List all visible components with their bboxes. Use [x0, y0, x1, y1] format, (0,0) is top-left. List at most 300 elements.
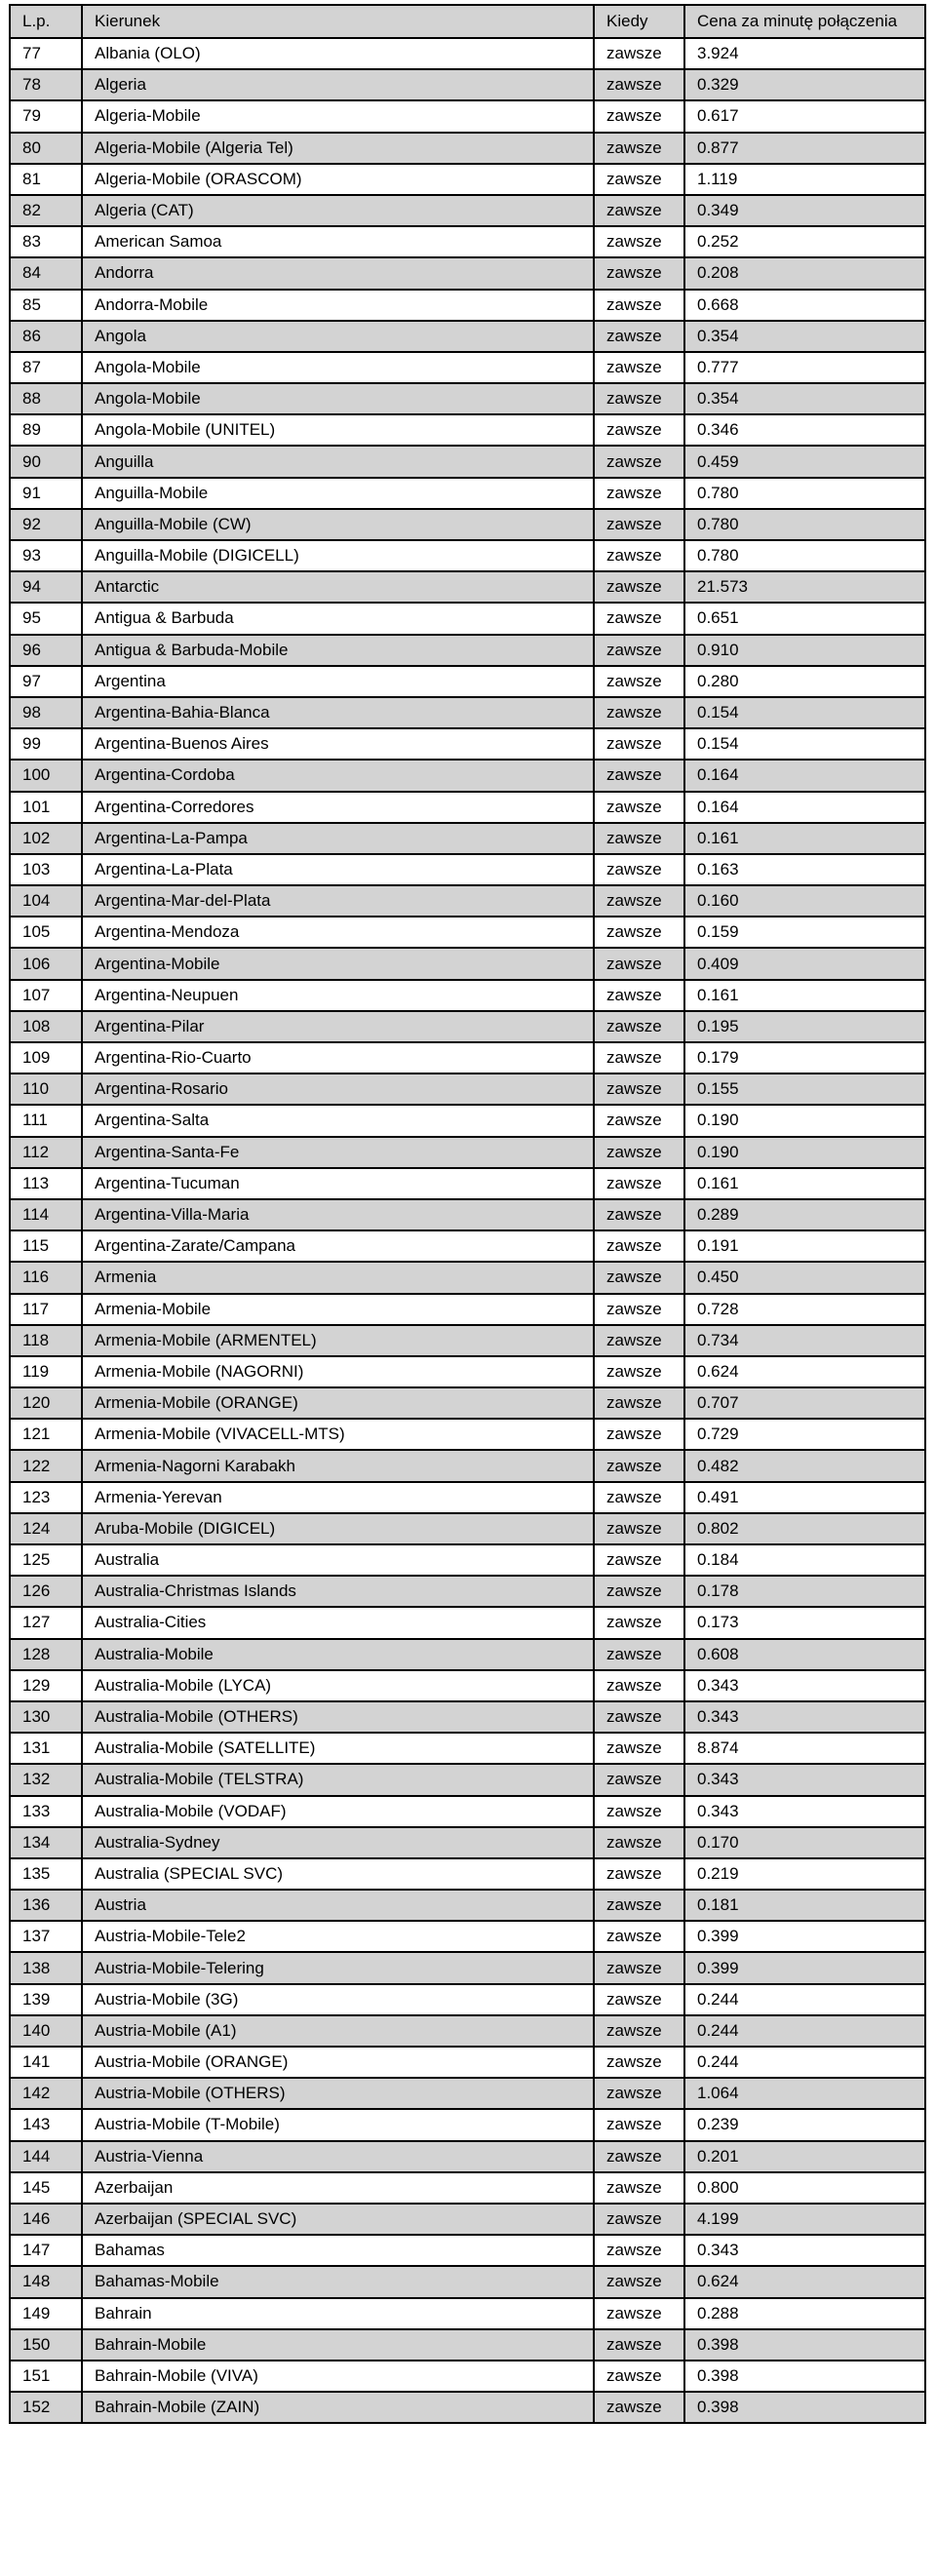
row-when-cell: zawsze	[594, 1639, 684, 1670]
row-lp-cell: 125	[10, 1544, 82, 1576]
row-when-cell: zawsze	[594, 1607, 684, 1638]
row-when-cell: zawsze	[594, 1984, 684, 2015]
table-row	[10, 854, 925, 885]
table-row	[10, 697, 925, 728]
row-when-cell: zawsze	[594, 980, 684, 1011]
row-when-cell: zawsze	[594, 414, 684, 446]
row-price-cell: 0.244	[684, 1984, 925, 2015]
row-direction-cell: Argentina-Tucuman	[82, 1168, 594, 1199]
row-price-cell: 0.877	[684, 133, 925, 164]
row-price-cell: 0.155	[684, 1073, 925, 1105]
row-direction-cell: Armenia-Mobile (ARMENTEL)	[82, 1325, 594, 1356]
row-lp-cell: 106	[10, 948, 82, 979]
row-lp-cell: 101	[10, 792, 82, 823]
row-direction-cell: Austria-Vienna	[82, 2141, 594, 2172]
table-row	[10, 2172, 925, 2204]
row-price-cell: 0.780	[684, 509, 925, 540]
table-row	[10, 1858, 925, 1890]
row-when-cell: zawsze	[594, 2329, 684, 2361]
table-row	[10, 760, 925, 791]
row-price-cell: 3.924	[684, 38, 925, 69]
row-direction-cell: Bahamas-Mobile	[82, 2266, 594, 2297]
row-price-cell: 0.343	[684, 1701, 925, 1733]
row-price-cell: 1.119	[684, 164, 925, 195]
row-direction-cell: Armenia-Yerevan	[82, 1482, 594, 1513]
row-price-cell: 1.064	[684, 2078, 925, 2109]
table-row	[10, 383, 925, 414]
row-when-cell: zawsze	[594, 2392, 684, 2423]
row-direction-cell: Albania (OLO)	[82, 38, 594, 69]
row-price-cell: 0.289	[684, 1199, 925, 1230]
row-when-cell: zawsze	[594, 823, 684, 854]
row-when-cell: zawsze	[594, 509, 684, 540]
row-lp-cell: 88	[10, 383, 82, 414]
row-price-cell: 0.728	[684, 1294, 925, 1325]
table-header	[10, 5, 925, 38]
row-direction-cell: Argentina-Zarate/Campana	[82, 1230, 594, 1262]
row-price-cell: 0.179	[684, 1042, 925, 1073]
row-lp-cell: 111	[10, 1105, 82, 1136]
row-lp-cell: 133	[10, 1796, 82, 1827]
table-row	[10, 509, 925, 540]
row-when-cell: zawsze	[594, 1262, 684, 1293]
row-lp-cell: 119	[10, 1356, 82, 1387]
row-when-cell: zawsze	[594, 2235, 684, 2266]
row-when-cell: zawsze	[594, 164, 684, 195]
row-price-cell: 0.173	[684, 1607, 925, 1638]
row-lp-cell: 148	[10, 2266, 82, 2297]
row-price-cell: 0.651	[684, 603, 925, 634]
row-lp-cell: 84	[10, 257, 82, 289]
row-direction-cell: Austria-Mobile-Telering	[82, 1952, 594, 1983]
header-lp: L.p.	[10, 5, 82, 38]
row-when-cell: zawsze	[594, 2015, 684, 2047]
table-row	[10, 635, 925, 666]
table-row	[10, 885, 925, 917]
row-direction-cell: Australia-Mobile (VODAF)	[82, 1796, 594, 1827]
row-direction-cell: Argentina-Villa-Maria	[82, 1199, 594, 1230]
row-when-cell: zawsze	[594, 446, 684, 477]
row-price-cell: 0.219	[684, 1858, 925, 1890]
row-lp-cell: 117	[10, 1294, 82, 1325]
row-lp-cell: 151	[10, 2361, 82, 2392]
row-when-cell: zawsze	[594, 2204, 684, 2235]
row-when-cell: zawsze	[594, 697, 684, 728]
row-lp-cell: 142	[10, 2078, 82, 2109]
row-price-cell: 0.161	[684, 980, 925, 1011]
row-lp-cell: 99	[10, 728, 82, 760]
row-when-cell: zawsze	[594, 1482, 684, 1513]
row-when-cell: zawsze	[594, 226, 684, 257]
row-price-cell: 0.346	[684, 414, 925, 446]
row-lp-cell: 102	[10, 823, 82, 854]
row-direction-cell: Australia	[82, 1544, 594, 1576]
row-direction-cell: Algeria-Mobile (Algeria Tel)	[82, 133, 594, 164]
row-when-cell: zawsze	[594, 635, 684, 666]
row-lp-cell: 109	[10, 1042, 82, 1073]
row-direction-cell: Argentina-Cordoba	[82, 760, 594, 791]
table-row	[10, 1137, 925, 1168]
row-direction-cell: Bahrain-Mobile	[82, 2329, 594, 2361]
row-lp-cell: 126	[10, 1576, 82, 1607]
row-when-cell: zawsze	[594, 1105, 684, 1136]
row-direction-cell: Armenia	[82, 1262, 594, 1293]
row-when-cell: zawsze	[594, 571, 684, 603]
row-price-cell: 0.734	[684, 1325, 925, 1356]
row-lp-cell: 128	[10, 1639, 82, 1670]
row-when-cell: zawsze	[594, 2172, 684, 2204]
row-price-cell: 0.190	[684, 1105, 925, 1136]
row-price-cell: 0.343	[684, 1764, 925, 1795]
row-direction-cell: Angola-Mobile	[82, 352, 594, 383]
row-price-cell: 0.161	[684, 823, 925, 854]
table-row	[10, 1544, 925, 1576]
row-when-cell: zawsze	[594, 1450, 684, 1481]
row-price-cell: 0.161	[684, 1168, 925, 1199]
row-lp-cell: 118	[10, 1325, 82, 1356]
row-when-cell: zawsze	[594, 1168, 684, 1199]
row-price-cell: 0.190	[684, 1137, 925, 1168]
row-lp-cell: 115	[10, 1230, 82, 1262]
row-lp-cell: 149	[10, 2298, 82, 2329]
row-lp-cell: 93	[10, 540, 82, 571]
row-price-cell: 0.482	[684, 1450, 925, 1481]
row-lp-cell: 80	[10, 133, 82, 164]
row-direction-cell: Australia-Mobile (SATELLITE)	[82, 1733, 594, 1764]
row-price-cell: 0.617	[684, 100, 925, 132]
row-lp-cell: 89	[10, 414, 82, 446]
row-price-cell: 0.800	[684, 2172, 925, 2204]
row-lp-cell: 81	[10, 164, 82, 195]
row-direction-cell: Armenia-Mobile (ORANGE)	[82, 1387, 594, 1419]
row-when-cell: zawsze	[594, 1858, 684, 1890]
row-when-cell: zawsze	[594, 603, 684, 634]
row-lp-cell: 83	[10, 226, 82, 257]
row-lp-cell: 97	[10, 666, 82, 697]
table-row	[10, 133, 925, 164]
table-row	[10, 1419, 925, 1450]
row-lp-cell: 152	[10, 2392, 82, 2423]
header-price: Cena za minutę połączenia	[684, 5, 925, 38]
row-price-cell: 0.280	[684, 666, 925, 697]
row-direction-cell: Austria-Mobile (ORANGE)	[82, 2047, 594, 2078]
table-row	[10, 1639, 925, 1670]
row-when-cell: zawsze	[594, 383, 684, 414]
table-row	[10, 1450, 925, 1481]
table-row	[10, 2141, 925, 2172]
row-price-cell: 0.178	[684, 1576, 925, 1607]
row-direction-cell: Argentina-Pilar	[82, 1011, 594, 1042]
table-row	[10, 603, 925, 634]
row-when-cell: zawsze	[594, 1513, 684, 1544]
row-direction-cell: Australia-Sydney	[82, 1827, 594, 1858]
row-when-cell: zawsze	[594, 1325, 684, 1356]
row-price-cell: 0.195	[684, 1011, 925, 1042]
row-direction-cell: Austria-Mobile (3G)	[82, 1984, 594, 2015]
row-direction-cell: Angola-Mobile	[82, 383, 594, 414]
row-lp-cell: 136	[10, 1890, 82, 1921]
row-price-cell: 0.154	[684, 728, 925, 760]
table-row	[10, 321, 925, 352]
table-row	[10, 1230, 925, 1262]
table-body	[10, 38, 925, 2423]
row-price-cell: 0.181	[684, 1890, 925, 1921]
row-lp-cell: 90	[10, 446, 82, 477]
table-row	[10, 1294, 925, 1325]
row-when-cell: zawsze	[594, 1921, 684, 1952]
row-when-cell: zawsze	[594, 1419, 684, 1450]
row-price-cell: 0.343	[684, 1670, 925, 1701]
row-price-cell: 0.244	[684, 2015, 925, 2047]
row-when-cell: zawsze	[594, 1544, 684, 1576]
row-price-cell: 0.170	[684, 1827, 925, 1858]
row-direction-cell: Antigua & Barbuda	[82, 603, 594, 634]
row-direction-cell: Australia-Mobile (OTHERS)	[82, 1701, 594, 1733]
rates-table	[9, 4, 926, 2424]
table-row	[10, 2204, 925, 2235]
row-price-cell: 0.491	[684, 1482, 925, 1513]
table-row	[10, 1607, 925, 1638]
row-lp-cell: 85	[10, 290, 82, 321]
row-lp-cell: 140	[10, 2015, 82, 2047]
table-row	[10, 1827, 925, 1858]
row-price-cell: 0.329	[684, 69, 925, 100]
table-row	[10, 2078, 925, 2109]
row-price-cell: 0.354	[684, 321, 925, 352]
row-direction-cell: Anguilla-Mobile	[82, 478, 594, 509]
row-direction-cell: Algeria-Mobile	[82, 100, 594, 132]
row-price-cell: 0.154	[684, 697, 925, 728]
row-direction-cell: Armenia-Mobile (VIVACELL-MTS)	[82, 1419, 594, 1450]
table-row	[10, 1073, 925, 1105]
row-when-cell: zawsze	[594, 1011, 684, 1042]
row-price-cell: 0.398	[684, 2361, 925, 2392]
row-direction-cell: Argentina-Neupuen	[82, 980, 594, 1011]
row-price-cell: 0.191	[684, 1230, 925, 1262]
row-price-cell: 0.252	[684, 226, 925, 257]
row-when-cell: zawsze	[594, 854, 684, 885]
row-direction-cell: Armenia-Mobile (NAGORNI)	[82, 1356, 594, 1387]
row-price-cell: 4.199	[684, 2204, 925, 2235]
row-price-cell: 0.802	[684, 1513, 925, 1544]
row-when-cell: zawsze	[594, 1796, 684, 1827]
row-price-cell: 0.159	[684, 917, 925, 948]
row-price-cell: 0.398	[684, 2392, 925, 2423]
table-row	[10, 980, 925, 1011]
row-lp-cell: 124	[10, 1513, 82, 1544]
table-row	[10, 195, 925, 226]
row-lp-cell: 98	[10, 697, 82, 728]
row-direction-cell: American Samoa	[82, 226, 594, 257]
row-direction-cell: Argentina-Corredores	[82, 792, 594, 823]
row-lp-cell: 82	[10, 195, 82, 226]
row-direction-cell: Argentina-Salta	[82, 1105, 594, 1136]
row-direction-cell: Australia-Mobile (TELSTRA)	[82, 1764, 594, 1795]
table-row	[10, 446, 925, 477]
row-direction-cell: Algeria (CAT)	[82, 195, 594, 226]
row-price-cell: 8.874	[684, 1733, 925, 1764]
row-direction-cell: Australia (SPECIAL SVC)	[82, 1858, 594, 1890]
table-row	[10, 1984, 925, 2015]
table-row	[10, 1513, 925, 1544]
row-price-cell: 0.343	[684, 2235, 925, 2266]
row-when-cell: zawsze	[594, 1387, 684, 1419]
row-price-cell: 0.184	[684, 1544, 925, 1576]
row-lp-cell: 123	[10, 1482, 82, 1513]
row-when-cell: zawsze	[594, 2078, 684, 2109]
row-price-cell: 0.349	[684, 195, 925, 226]
row-direction-cell: Argentina-Mendoza	[82, 917, 594, 948]
row-lp-cell: 92	[10, 509, 82, 540]
row-price-cell: 0.354	[684, 383, 925, 414]
table-row	[10, 257, 925, 289]
row-when-cell: zawsze	[594, 290, 684, 321]
row-price-cell: 0.668	[684, 290, 925, 321]
row-price-cell: 0.409	[684, 948, 925, 979]
row-price-cell: 0.239	[684, 2109, 925, 2140]
row-when-cell: zawsze	[594, 1073, 684, 1105]
row-direction-cell: Australia-Christmas Islands	[82, 1576, 594, 1607]
row-when-cell: zawsze	[594, 1827, 684, 1858]
row-lp-cell: 95	[10, 603, 82, 634]
table-row	[10, 1011, 925, 1042]
row-when-cell: zawsze	[594, 69, 684, 100]
row-lp-cell: 132	[10, 1764, 82, 1795]
row-direction-cell: Bahrain-Mobile (VIVA)	[82, 2361, 594, 2392]
row-when-cell: zawsze	[594, 885, 684, 917]
table-row	[10, 2392, 925, 2423]
table-row	[10, 1576, 925, 1607]
row-when-cell: zawsze	[594, 917, 684, 948]
table-row	[10, 1482, 925, 1513]
row-direction-cell: Argentina-La-Plata	[82, 854, 594, 885]
row-when-cell: zawsze	[594, 2266, 684, 2297]
row-direction-cell: Armenia-Nagorni Karabakh	[82, 1450, 594, 1481]
table-row	[10, 414, 925, 446]
row-price-cell: 0.459	[684, 446, 925, 477]
row-lp-cell: 86	[10, 321, 82, 352]
row-lp-cell: 103	[10, 854, 82, 885]
table-row	[10, 792, 925, 823]
row-when-cell: zawsze	[594, 2141, 684, 2172]
row-direction-cell: Argentina-Bahia-Blanca	[82, 697, 594, 728]
row-direction-cell: Azerbaijan	[82, 2172, 594, 2204]
table-row	[10, 1890, 925, 1921]
row-lp-cell: 78	[10, 69, 82, 100]
row-when-cell: zawsze	[594, 1670, 684, 1701]
row-lp-cell: 114	[10, 1199, 82, 1230]
row-price-cell: 0.398	[684, 2329, 925, 2361]
row-lp-cell: 131	[10, 1733, 82, 1764]
row-lp-cell: 87	[10, 352, 82, 383]
row-price-cell: 0.729	[684, 1419, 925, 1450]
row-lp-cell: 139	[10, 1984, 82, 2015]
row-when-cell: zawsze	[594, 948, 684, 979]
row-lp-cell: 121	[10, 1419, 82, 1450]
row-lp-cell: 96	[10, 635, 82, 666]
row-when-cell: zawsze	[594, 1199, 684, 1230]
row-direction-cell: Austria-Mobile (A1)	[82, 2015, 594, 2047]
row-when-cell: zawsze	[594, 2298, 684, 2329]
header-when: Kiedy	[594, 5, 684, 38]
row-direction-cell: Andorra	[82, 257, 594, 289]
row-when-cell: zawsze	[594, 1137, 684, 1168]
row-price-cell: 0.608	[684, 1639, 925, 1670]
row-price-cell: 0.624	[684, 1356, 925, 1387]
table-row	[10, 2109, 925, 2140]
table-row	[10, 1796, 925, 1827]
row-direction-cell: Bahrain	[82, 2298, 594, 2329]
table-row	[10, 2266, 925, 2297]
row-when-cell: zawsze	[594, 760, 684, 791]
row-direction-cell: Australia-Mobile (LYCA)	[82, 1670, 594, 1701]
row-lp-cell: 127	[10, 1607, 82, 1638]
row-price-cell: 0.201	[684, 2141, 925, 2172]
row-direction-cell: Austria-Mobile-Tele2	[82, 1921, 594, 1952]
row-direction-cell: Algeria-Mobile (ORASCOM)	[82, 164, 594, 195]
table-row	[10, 1356, 925, 1387]
table-row	[10, 571, 925, 603]
row-when-cell: zawsze	[594, 38, 684, 69]
table-row	[10, 1733, 925, 1764]
row-direction-cell: Austria-Mobile (OTHERS)	[82, 2078, 594, 2109]
row-when-cell: zawsze	[594, 666, 684, 697]
table-row	[10, 352, 925, 383]
row-price-cell: 0.399	[684, 1952, 925, 1983]
table-row	[10, 290, 925, 321]
row-when-cell: zawsze	[594, 2361, 684, 2392]
row-direction-cell: Andorra-Mobile	[82, 290, 594, 321]
row-when-cell: zawsze	[594, 1230, 684, 1262]
row-when-cell: zawsze	[594, 133, 684, 164]
row-lp-cell: 104	[10, 885, 82, 917]
row-lp-cell: 144	[10, 2141, 82, 2172]
header-direction: Kierunek	[82, 5, 594, 38]
row-price-cell: 0.624	[684, 2266, 925, 2297]
row-price-cell: 0.164	[684, 792, 925, 823]
row-when-cell: zawsze	[594, 321, 684, 352]
row-when-cell: zawsze	[594, 1890, 684, 1921]
table-row	[10, 164, 925, 195]
row-when-cell: zawsze	[594, 1733, 684, 1764]
table-row	[10, 823, 925, 854]
row-when-cell: zawsze	[594, 1701, 684, 1733]
row-when-cell: zawsze	[594, 1576, 684, 1607]
row-lp-cell: 113	[10, 1168, 82, 1199]
table-row	[10, 917, 925, 948]
table-row	[10, 478, 925, 509]
row-direction-cell: Argentina-Rosario	[82, 1073, 594, 1105]
row-direction-cell: Austria-Mobile (T-Mobile)	[82, 2109, 594, 2140]
row-when-cell: zawsze	[594, 1042, 684, 1073]
row-price-cell: 0.780	[684, 478, 925, 509]
row-lp-cell: 116	[10, 1262, 82, 1293]
row-price-cell: 0.450	[684, 1262, 925, 1293]
row-direction-cell: Australia-Cities	[82, 1607, 594, 1638]
row-lp-cell: 138	[10, 1952, 82, 1983]
row-when-cell: zawsze	[594, 1294, 684, 1325]
row-lp-cell: 122	[10, 1450, 82, 1481]
table-row	[10, 1042, 925, 1073]
row-lp-cell: 150	[10, 2329, 82, 2361]
table-row	[10, 1105, 925, 1136]
row-when-cell: zawsze	[594, 2109, 684, 2140]
row-direction-cell: Bahamas	[82, 2235, 594, 2266]
row-direction-cell: Antigua & Barbuda-Mobile	[82, 635, 594, 666]
row-direction-cell: Anguilla-Mobile (DIGICELL)	[82, 540, 594, 571]
row-lp-cell: 91	[10, 478, 82, 509]
row-when-cell: zawsze	[594, 1764, 684, 1795]
